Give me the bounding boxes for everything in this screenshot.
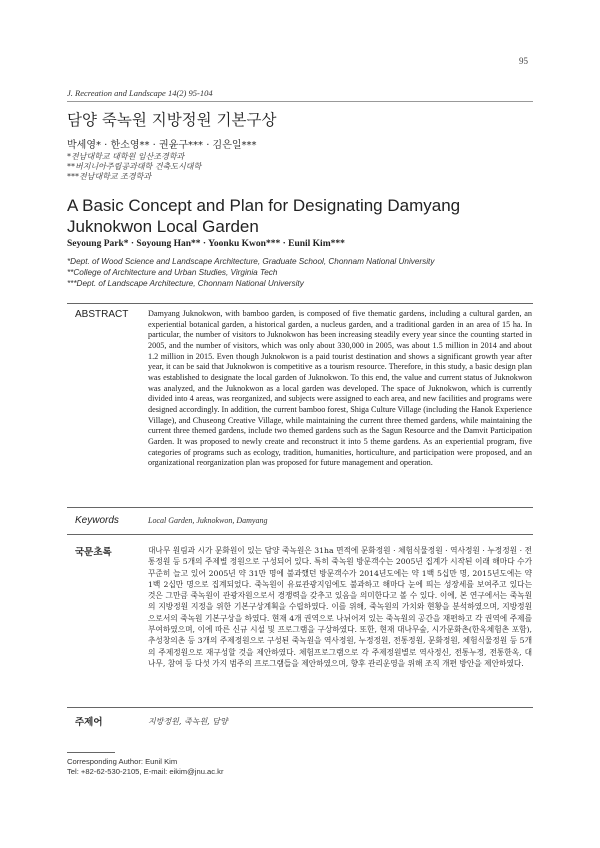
korean-affiliation: ***전남대학교 조경학과: [67, 172, 152, 181]
journal-citation: J. Recreation and Landscape 14(2) 95-104: [67, 88, 213, 98]
korean-abstract-top-rule: [67, 534, 533, 535]
english-affiliation: *Dept. of Wood Science and Landscape Architecture, Graduate School, Chonnam National University: [67, 257, 435, 266]
author-contact: Tel: +82-62-530-2105, E-mail: eikim@jnu.ac.kr: [67, 767, 224, 776]
abstract-label: ABSTRACT: [75, 309, 129, 320]
korean-affiliation: *전남대학교 대학원 임산조경학과: [67, 152, 185, 161]
abstract-text: Damyang Juknokwon, with bamboo garden, is composed of five thematic gardens, including a cultural garden, an experiential botanical garden, a historical garden, a nucleus garden, and a traditional garden in an area of 15 ha. In particular, the number of visitors to Juknokwon has been increasing steadily every year since the counting started in 2005, and the number of visitors, which was only about 330,000 in 2005, was about 1.5 million in 2014 and about 1.2 million in 2015. Even though Juknokwon is a paid tourist destination and shows a significant growth year after year, it can be said that Juknokwon is competitive as a tourism resource. Therefore, in this study, a basic design plan was established to designate the local garden of Juknokwon. To this end, the value and current status of Juknokwon was analyzed, and the Juknokwon as a local garden was developed. The space of Juknokwon, which is currently divided into 4 areas, was reorganized, and subjects were assigned to each area, and new facilities and programs were designed accordingly. In addition, the current bamboo forest, Shiga Culture Village (including the Hanok Experience Village), and Chuseong Creative Village, while maintaining the current three themed gardens, while maintaining the current three themed gardens, include two themed gardens such as the Sagun Resource and the Damvit Participation Garden. It was proposed to newly create and reconstruct it into 5 theme gardens. As an experiential program, five categories of programs such as ecology, tradition, humanities, horticulture, and participation were proposed, and an organizational reorganization plan was proposed for future management and operation.: [148, 309, 532, 468]
korean-title: 담양 죽녹원 지방정원 기본구상: [67, 111, 277, 129]
footnote-divider: [67, 752, 115, 753]
page-number: 95: [519, 56, 528, 66]
korean-abstract-label: 국문초록: [75, 547, 112, 558]
english-title: A Basic Concept and Plan for Designating Damyang Juknokwon Local Garden: [67, 196, 461, 236]
korean-keywords-top-rule: [67, 707, 533, 708]
english-affiliations: [67, 256, 434, 289]
korean-keywords-label: 주제어: [75, 717, 103, 728]
footnote: [67, 757, 224, 777]
keywords-top-rule: [67, 507, 533, 508]
english-affiliation: ***Dept. of Landscape Architecture, Chonnam National University: [67, 279, 304, 288]
english-affiliation: **College of Architecture and Urban Studies, Virginia Tech: [67, 268, 278, 277]
abstract-top-rule: [67, 303, 533, 304]
keywords-label: Keywords: [75, 515, 119, 526]
corresponding-author: Corresponding Author: Eunil Kim: [67, 757, 178, 766]
korean-abstract-text: 대나무 원림과 시가 문화원이 있는 담양 죽녹원은 31ha 면적에 문화정원 · 체험식물정원 · 역사정원 · 누정정원 · 전통정원 등 5개의 주제별 정원으로 구성되어 있다. 특히 죽녹원 방문객수는 2005년 집계가 시작된 이래 해마다 수가 꾸준히 늘고 있어 2005년 약 31만 명에 불과했던 방문객수가 2014년도에는 약 1백 5십만 명, 2015년도에는 약 1백 2십만 명으로 집계되었다. 죽녹원이 유료관광지임에도 불과하고 해마다 눈에 띄는 성장세를 보여주고 있다는 것은 그만큼 죽녹원이 관광자원으로서 경쟁력을 갖추고 있음을 의미한다고 볼 수 있다. 이에, 본 연구에서는 죽녹원의 지방정원 지정을 위한 기본구상계획을 수립하였다. 이를 위해, 죽녹원의 가치와 현황을 분석하였으며, 지방정원으로서의 죽녹원 기본구상을 하였다. 현재 4개 권역으로 나뉘어져 있는 죽녹원의 공간을 재편하고 각 권역에 주제를 부여하였으며, 이에 따른 신규 시설 및 프로그램을 구상하였다. 또한, 현재 대나무숲, 시가문화촌(한옥체험촌 포함), 추성창의촌 등 3개의 주제정원으로 구성된 죽녹원을 역사정원, 누정정원, 전통정원, 문화정원, 체험식물정원 등 5개의 주제정원으로 재구성할 것을 제안하였다. 체험프로그램으로 각 주제정원별로 역사정신, 전통누정, 전통한옥, 대나무, 참여 등 다섯 가지 범주의 프로그램들을 제안하였으며, 향후 관리운영을 위해 조직 개편 방안을 제안하였다.: [148, 546, 532, 668]
korean-affiliation: **버지니아주립공과대학 건축도시대학: [67, 162, 202, 171]
keywords-text: Local Garden, Juknokwon, Damyang: [148, 516, 268, 525]
korean-authors: 박세영* · 한소영** · 권윤구*** · 김은일***: [67, 140, 257, 151]
header-divider: [67, 101, 533, 102]
english-authors: Seyoung Park* · Soyoung Han** · Yoonku Kwon*** · Eunil Kim***: [67, 239, 345, 249]
korean-affiliations: [67, 152, 201, 182]
korean-keywords-text: 지방정원, 죽녹원, 담양: [148, 717, 228, 726]
